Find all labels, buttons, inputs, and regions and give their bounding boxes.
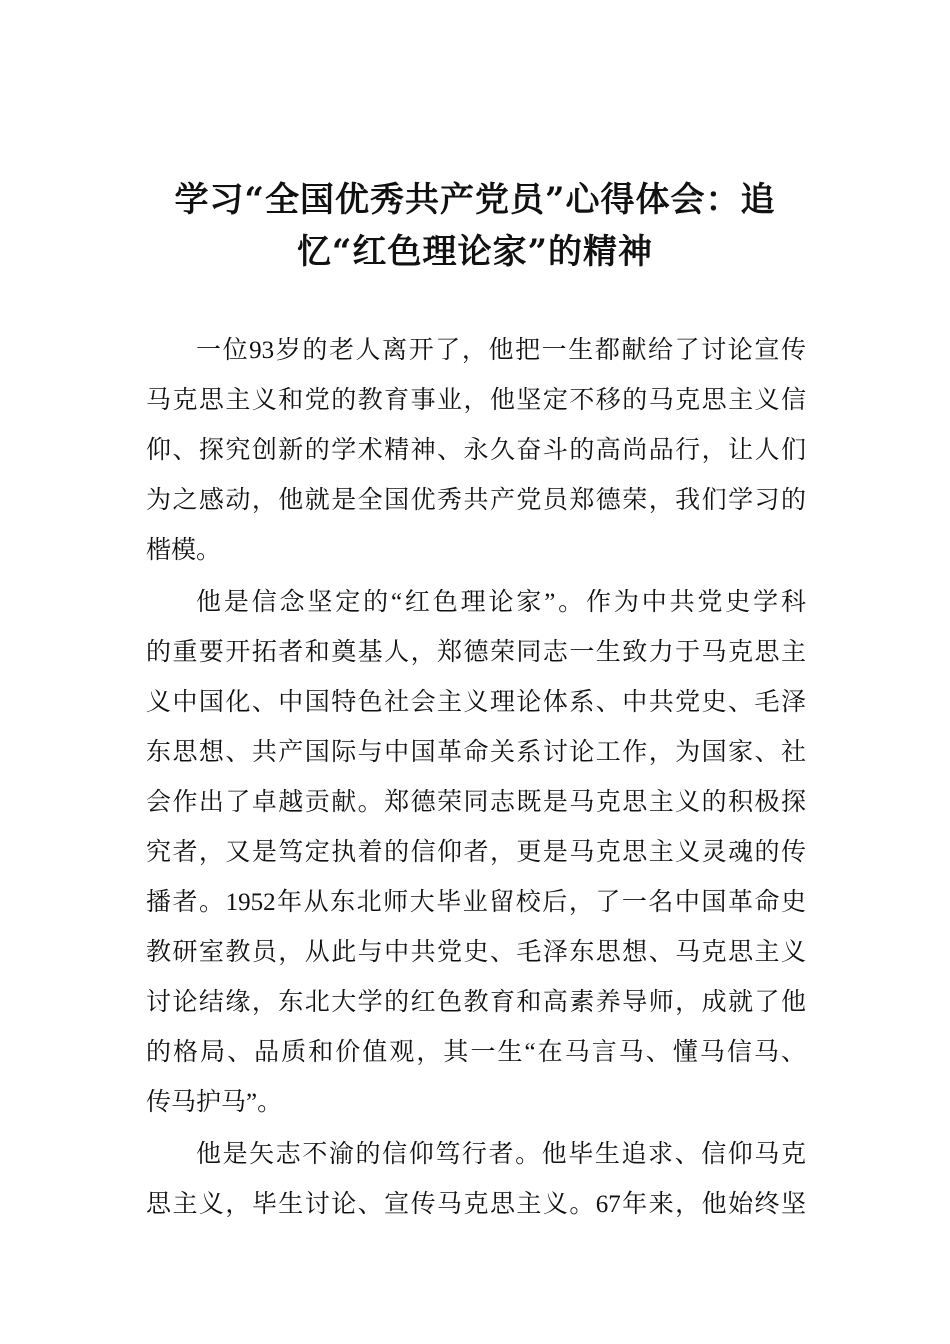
text-line: 讨论结缘，东北大学的红色教育和高素养导师，成就了他 <box>146 989 806 1016</box>
text-line: 思主义，毕生讨论、宣传马克思主义。67年来，他始终坚 <box>146 1191 806 1218</box>
text-line: 马克思主义和党的教育事业，他坚定不移的马克思主义信 <box>146 387 806 414</box>
text-line: 传马护马”。 <box>146 1089 283 1116</box>
title-line: 忆“红色理论家”的精神 <box>296 232 654 272</box>
text-line: 会作出了卓越贡献。郑德荣同志既是马克思主义的积极探 <box>146 789 806 816</box>
text-line: 义中国化、中国特色社会主义理论体系、中共党史、毛泽 <box>146 689 806 716</box>
text-line: 楷模。 <box>146 537 222 564</box>
paragraph-3 <box>146 1130 806 1230</box>
text-line: 究者，又是笃定执着的信仰者，更是马克思主义灵魂的传 <box>146 839 806 866</box>
text-line: 为之感动，他就是全国优秀共产党员郑德荣，我们学习的 <box>146 487 806 514</box>
text-line: 播者。1952年从东北师大毕业留校后，了一名中国革命史 <box>146 889 806 916</box>
text-line: 教研室教员，从此与中共党史、毛泽东思想、马克思主义 <box>146 939 806 966</box>
text-line: 东思想、共产国际与中国革命关系讨论工作，为国家、社 <box>146 739 806 766</box>
text-line: 一位93岁的老人离开了，他把一生都献给了讨论宣传 <box>196 337 806 364</box>
document-title <box>150 174 800 278</box>
paragraph-1 <box>146 326 806 576</box>
title-line: 学习“全国优秀共产党员”心得体会：追 <box>174 180 776 220</box>
text-line: 他是矢志不渝的信仰笃行者。他毕生追求、信仰马克 <box>196 1141 806 1168</box>
paragraph-2 <box>146 578 806 1128</box>
document-body <box>146 326 806 1232</box>
text-line: 的格局、品质和价值观，其一生“在马言马、懂马信马、 <box>146 1039 806 1066</box>
text-line: 他是信念坚定的“红色理论家”。作为中共党史学科 <box>196 589 806 616</box>
text-line: 仰、探究创新的学术精神、永久奋斗的高尚品行，让人们 <box>146 437 806 464</box>
text-line: 的重要开拓者和奠基人，郑德荣同志一生致力于马克思主 <box>146 639 806 666</box>
